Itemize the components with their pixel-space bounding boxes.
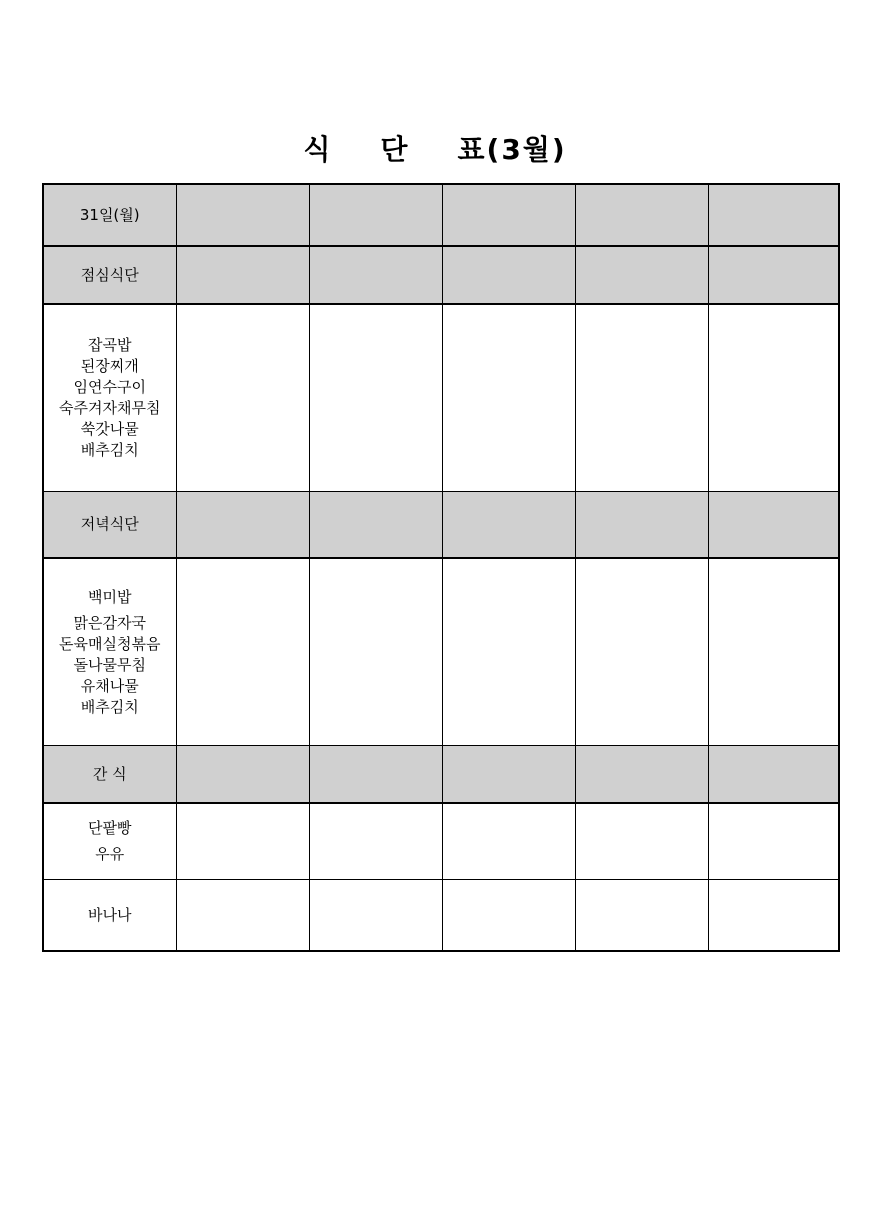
meal-plan-table [42, 183, 840, 952]
empty-cell [708, 184, 839, 246]
empty-cell [309, 184, 442, 246]
empty-cell [575, 803, 708, 880]
lunch-item: 된장찌개 [80, 357, 139, 375]
empty-cell [176, 746, 309, 804]
empty-cell [575, 880, 708, 952]
title-part-2: 단 [380, 133, 410, 166]
page-title [0, 128, 870, 168]
lunch-item: 숙주겨자채무침 [59, 399, 161, 417]
empty-cell [442, 246, 575, 304]
empty-cell [708, 246, 839, 304]
empty-cell [309, 304, 442, 492]
lunch-header-cell: 점심식단 [43, 246, 176, 304]
snack-header-row [43, 746, 839, 804]
empty-cell [708, 880, 839, 952]
dinner-menu-row [43, 558, 839, 746]
empty-cell [309, 746, 442, 804]
snack-item: 바나나 [88, 905, 132, 924]
empty-cell [309, 803, 442, 880]
snack-row-1 [43, 803, 839, 880]
snack-cell-1 [43, 803, 176, 880]
empty-cell [442, 304, 575, 492]
empty-cell [708, 558, 839, 746]
dinner-item: 유채나물 [80, 676, 139, 695]
dinner-menu-cell [43, 558, 176, 746]
empty-cell [575, 184, 708, 246]
empty-cell [176, 246, 309, 304]
dinner-item: 돌나물무침 [73, 655, 146, 674]
lunch-menu-cell [43, 304, 176, 492]
empty-cell [708, 492, 839, 559]
empty-cell [309, 558, 442, 746]
lunch-item: 임연수구이 [73, 378, 146, 396]
empty-cell [309, 246, 442, 304]
lunch-item: 배추김치 [80, 441, 139, 459]
empty-cell [708, 304, 839, 492]
empty-cell [176, 803, 309, 880]
dinner-item: 배추김치 [80, 697, 139, 716]
dinner-header-row [43, 492, 839, 559]
empty-cell [442, 558, 575, 746]
dinner-item: 백미밥 [88, 587, 132, 606]
lunch-item: 잡곡밥 [88, 336, 132, 354]
title-part-3: 표(3월) [457, 133, 567, 166]
snack-header-cell: 간 식 [43, 746, 176, 804]
empty-cell [176, 492, 309, 559]
empty-cell [575, 246, 708, 304]
dinner-header-cell: 저녁식단 [43, 492, 176, 559]
empty-cell [442, 746, 575, 804]
date-cell: 31일(월) [43, 184, 176, 246]
empty-cell [708, 746, 839, 804]
lunch-item: 쑥갓나물 [80, 420, 139, 438]
snack-item: 우유 [95, 845, 125, 863]
empty-cell [309, 492, 442, 559]
empty-cell [575, 304, 708, 492]
lunch-menu-row [43, 304, 839, 492]
empty-cell [708, 803, 839, 880]
empty-cell [176, 184, 309, 246]
empty-cell [442, 492, 575, 559]
lunch-header-row [43, 246, 839, 304]
dinner-item: 맑은감자국 [73, 613, 146, 632]
empty-cell [575, 558, 708, 746]
empty-cell [309, 880, 442, 952]
empty-cell [575, 492, 708, 559]
empty-cell [442, 184, 575, 246]
empty-cell [176, 304, 309, 492]
empty-cell [176, 558, 309, 746]
empty-cell [575, 746, 708, 804]
empty-cell [176, 880, 309, 952]
dinner-item: 돈육매실청볶음 [59, 634, 161, 653]
title-part-1: 식 [303, 133, 333, 166]
snack-row-2 [43, 880, 839, 952]
snack-item: 단팥빵 [88, 819, 132, 837]
empty-cell [442, 880, 575, 952]
date-row [43, 184, 839, 246]
empty-cell [442, 803, 575, 880]
snack-cell-2 [43, 880, 176, 952]
